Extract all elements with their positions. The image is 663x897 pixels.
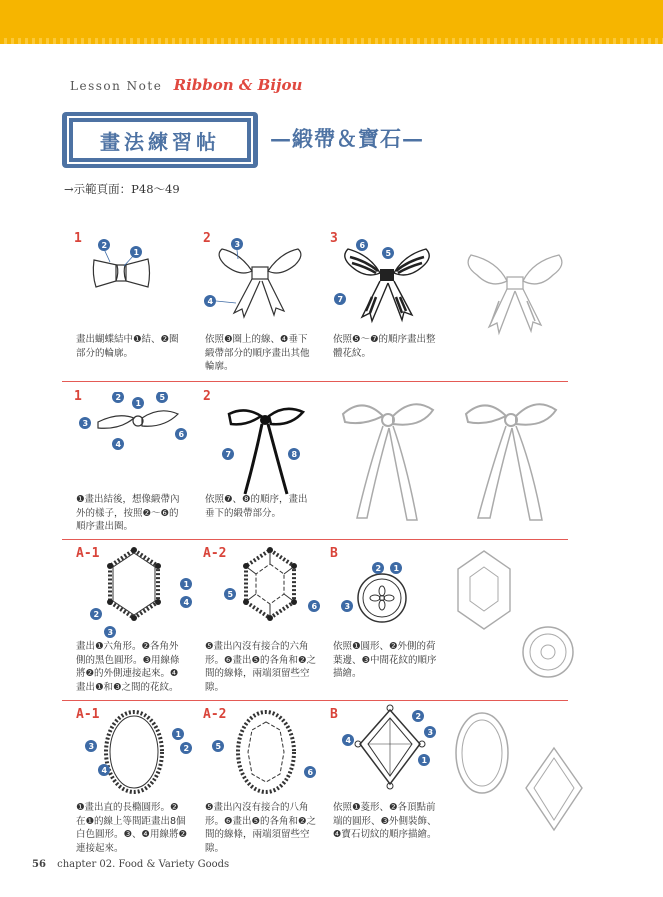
svg-text:8: 8 xyxy=(291,450,298,459)
lesson-heading xyxy=(70,76,302,94)
svg-text:1: 1 xyxy=(135,399,142,408)
svg-text:2: 2 xyxy=(93,610,100,619)
step-caption: 畫出❶六角形。❷各角外側的黑色圓形。❸用線條將❷的外側連接起來。❹畫出❶和❸之間的花紋。 xyxy=(76,641,180,693)
svg-text:4: 4 xyxy=(115,440,122,449)
reference-pages: →示範頁面：P48～49 xyxy=(64,182,180,196)
step-caption: 依照❶圓形、❷外側的荷葉邊、❸中間花紋的順序描繪。 xyxy=(333,641,437,679)
svg-text:1: 1 xyxy=(175,730,182,739)
step-number: 2 xyxy=(203,389,211,404)
step-caption: 依照❸圈上的線、❹垂下緞帶部分的順序畫出其他輪廓。 xyxy=(205,334,310,372)
svg-text:4: 4 xyxy=(183,598,190,607)
title-label-inner xyxy=(71,120,249,160)
svg-text:2: 2 xyxy=(183,744,190,753)
step-number: 1 xyxy=(74,389,82,404)
page-title: 畫法練習帖 xyxy=(100,129,220,154)
page-number: 56 xyxy=(32,859,46,870)
step-number: 2 xyxy=(203,231,211,246)
step-number: B xyxy=(330,707,338,722)
chapter-title: chapter 02. Food & Variety Goods xyxy=(57,859,230,870)
svg-text:6: 6 xyxy=(359,241,366,250)
step-caption: 依照❼、❽的順序，畫出垂下的緞帶部分。 xyxy=(205,494,308,519)
page-subtitle: —緞帶＆寶石— xyxy=(270,126,424,151)
step-number: A-2 xyxy=(203,546,227,561)
svg-text:4: 4 xyxy=(101,766,108,775)
svg-text:2: 2 xyxy=(415,712,422,721)
svg-text:7: 7 xyxy=(225,450,232,459)
step-number: 1 xyxy=(74,231,82,246)
step-number: 3 xyxy=(330,231,338,246)
page-footer xyxy=(32,859,229,870)
svg-text:3: 3 xyxy=(107,628,114,637)
oval-step2-illustration xyxy=(210,700,320,800)
round-bijou-step-illustration xyxy=(340,560,430,630)
ribbon-step1-illustration xyxy=(78,392,193,457)
step-caption: ❺畫出內沒有接合的八角形。❻畫出❺的各角和❷之間的線條，兩端須留些空隙。 xyxy=(205,802,317,854)
section-divider xyxy=(62,381,568,382)
svg-text:5: 5 xyxy=(159,393,166,402)
step-number: B xyxy=(330,546,338,561)
step-caption: ❶畫出結後，想像緞帶內外的樣子，按照❷～❻的順序畫出圈。 xyxy=(76,494,180,532)
svg-text:2: 2 xyxy=(375,564,382,573)
title-label-plate xyxy=(62,112,258,168)
svg-text:6: 6 xyxy=(178,430,185,439)
diamond-bijou-step-illustration xyxy=(338,700,448,800)
svg-text:5: 5 xyxy=(215,742,222,751)
top-color-band xyxy=(0,0,663,42)
bow-step2-illustration xyxy=(200,235,320,325)
svg-text:2: 2 xyxy=(101,241,108,250)
bow-step1-illustration xyxy=(86,235,156,305)
step-number: A-2 xyxy=(203,707,227,722)
svg-text:6: 6 xyxy=(307,768,314,777)
svg-text:5: 5 xyxy=(385,249,392,258)
svg-text:4: 4 xyxy=(207,297,214,306)
step-caption: 依照❶菱形、❷各頂點前端的圓形、❸外側裝飾、❹寶石切紋的順序描繪。 xyxy=(333,802,437,840)
svg-text:3: 3 xyxy=(344,602,351,611)
svg-text:3: 3 xyxy=(427,728,434,737)
svg-text:2: 2 xyxy=(115,393,122,402)
ribbon-finished-illustration xyxy=(456,396,566,526)
lesson-label: Lesson Note xyxy=(70,79,163,93)
ribbon-example-illustration xyxy=(333,396,443,526)
diamond-finished-illustration xyxy=(520,742,590,842)
bow-finished-illustration xyxy=(455,245,575,340)
svg-text:3: 3 xyxy=(88,742,95,751)
step-caption: 畫出蝴蝶結中❶結、❷圈部分的輪廓。 xyxy=(76,334,179,359)
hexagon-step2-illustration xyxy=(222,540,332,640)
lesson-topic: Ribbon & Bijou xyxy=(173,76,303,94)
bow-step3-illustration xyxy=(330,235,440,330)
hexagon-finished-illustration xyxy=(450,545,520,645)
svg-text:3: 3 xyxy=(82,419,89,428)
top-band-edge xyxy=(0,38,663,44)
svg-text:1: 1 xyxy=(183,580,190,589)
oval-step1-illustration xyxy=(82,700,192,800)
svg-text:1: 1 xyxy=(393,564,400,573)
step-caption: ❶畫出直的長橢圓形。❷在❶的線上等間距畫出8個白色圓形。❸、❹用線將❷連接起來。 xyxy=(76,802,188,854)
svg-text:4: 4 xyxy=(345,736,352,745)
svg-text:1: 1 xyxy=(133,248,140,257)
svg-text:3: 3 xyxy=(234,240,241,249)
svg-text:5: 5 xyxy=(227,590,234,599)
ribbon-step2-illustration xyxy=(215,398,315,498)
round-bijou-finished-illustration xyxy=(518,622,578,682)
step-number: A-1 xyxy=(76,546,100,561)
svg-text:1: 1 xyxy=(421,756,428,765)
step-number: A-1 xyxy=(76,707,100,722)
svg-text:7: 7 xyxy=(337,295,344,304)
svg-text:6: 6 xyxy=(311,602,318,611)
step-caption: 依照❺～❼的順序畫出整體花紋。 xyxy=(333,334,436,359)
oval-finished-illustration xyxy=(448,705,518,805)
step-caption: ❺畫出內沒有接合的六角形。❻畫出❺的各角和❷之間的線條，兩端須留些空隙。 xyxy=(205,641,317,693)
hexagon-step1-illustration xyxy=(86,540,196,640)
